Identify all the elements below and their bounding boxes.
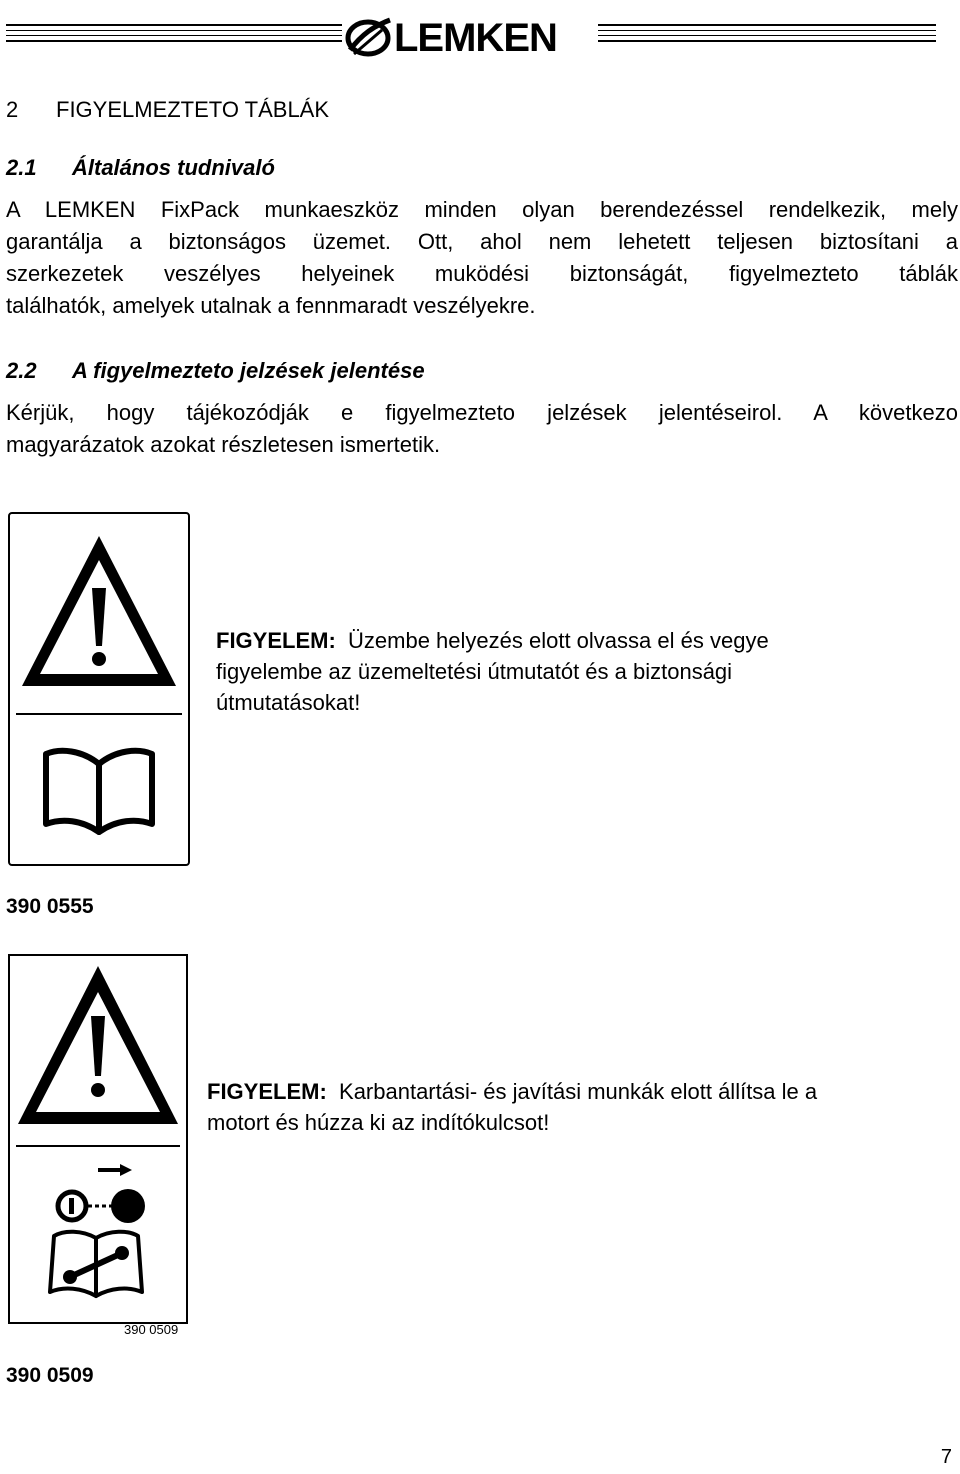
sign-text-line: Üzembe helyezés elott olvassa el és vegye — [348, 628, 769, 653]
sign-description — [216, 625, 916, 718]
brand-name: LEMKEN — [394, 16, 557, 60]
sign-text-line: Karbantartási- és javítási munkák elott állítsa le a — [339, 1079, 818, 1104]
sign-graphics — [10, 514, 188, 864]
subsection-heading — [6, 153, 275, 183]
subsection-number: 2.1 — [6, 155, 37, 180]
sign-description — [207, 1076, 947, 1138]
sign-code: 390 0555 — [6, 895, 94, 918]
paragraph-line: garantálja a biztonságos üzemet. Ott, ahol nem lehetett teljesen biztosítani a — [6, 229, 958, 254]
header-rule-right — [598, 24, 936, 46]
paragraph-line: A LEMKEN FixPack munkaeszköz minden olyan berendezéssel rendelkezik, mely — [6, 197, 958, 222]
brand-logo — [344, 12, 600, 62]
section-title: FIGYELMEZTETO TÁBLÁK — [56, 97, 330, 122]
remove-key-icon — [58, 1164, 145, 1223]
paragraph-line: találhatók, amelyek utalnak a fennmaradt veszélyekre. — [6, 293, 536, 318]
open-book-icon — [46, 751, 152, 832]
warning-triangle-icon — [18, 966, 178, 1124]
sign-label: FIGYELEM: — [207, 1079, 327, 1104]
paragraph-line: magyarázatok azokat részletesen ismertetik. — [6, 432, 441, 457]
warning-triangle-icon — [22, 536, 176, 686]
sign-text-line: figyelembe az üzemeltetési útmutatót és a biztonsági — [216, 659, 733, 684]
paragraph-line: Kérjük, hogy tájékozódják e figyelmezteto jelzések jelentéseirol. A következo — [6, 400, 958, 425]
header-rule-left — [6, 24, 342, 46]
page-header — [0, 0, 960, 70]
sign-code: 390 0509 — [6, 1364, 94, 1387]
paragraph-meaning — [6, 397, 958, 461]
page-number: 7 — [940, 1446, 952, 1468]
subsection-number: 2.2 — [6, 358, 37, 383]
section-number: 2 — [6, 97, 19, 122]
subsection-heading — [6, 356, 425, 386]
sign-label: FIGYELEM: — [216, 628, 336, 653]
sign-text-line: motort és húzza ki az indítókulcsot! — [207, 1110, 550, 1135]
section-heading — [6, 95, 329, 125]
sign-printed-code: 390 0509 — [124, 1322, 179, 1337]
warning-sign-remove-key — [8, 954, 188, 1324]
lemken-emblem-icon — [344, 14, 392, 60]
sign-graphics — [10, 956, 186, 1322]
subsection-title: A figyelmezteto jelzések jelentése — [72, 358, 425, 383]
sign-text-line: útmutatásokat! — [216, 690, 361, 715]
paragraph-line: szerkezetek veszélyes helyeinek muködési biztonságát, figyelmezteto táblák — [6, 261, 958, 286]
subsection-title: Általános tudnivaló — [72, 155, 275, 180]
warning-sign-read-manual — [8, 512, 190, 866]
paragraph-general — [6, 194, 958, 322]
